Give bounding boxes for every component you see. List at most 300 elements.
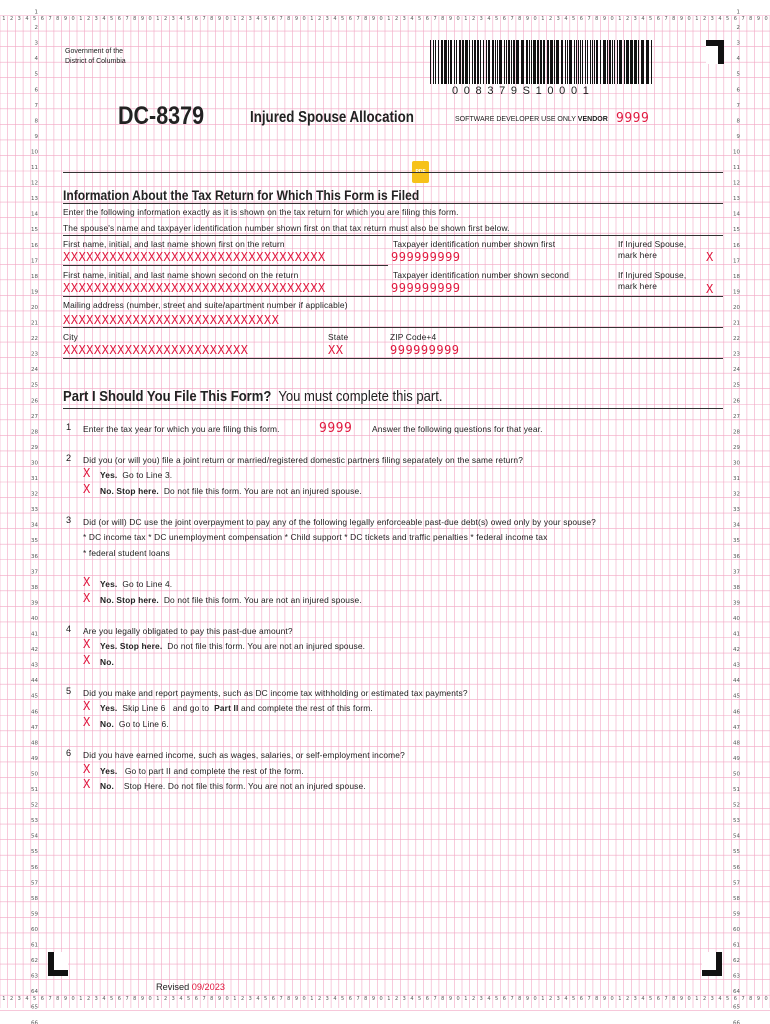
svg-text:6: 6	[271, 996, 275, 1002]
svg-text:65: 65	[31, 1004, 38, 1011]
barcode-bar	[435, 40, 436, 84]
svg-text:22: 22	[31, 336, 38, 343]
svg-text:2: 2	[394, 16, 399, 22]
barcode-bar	[459, 40, 461, 84]
svg-text:2: 2	[86, 16, 91, 22]
svg-text:6: 6	[425, 16, 429, 22]
svg-text:60: 60	[733, 926, 740, 933]
svg-text:0: 0	[148, 16, 152, 22]
svg-text:0: 0	[379, 16, 383, 22]
q4-no-checkbox[interactable]: X	[83, 653, 91, 667]
svg-text:2: 2	[548, 996, 553, 1002]
svg-text:1: 1	[310, 16, 314, 22]
svg-text:5: 5	[33, 16, 37, 22]
barcode-bar	[444, 40, 447, 84]
svg-text:1: 1	[156, 996, 160, 1002]
tax-year-field[interactable]: 9999	[319, 421, 353, 436]
barcode-bar	[540, 40, 542, 84]
svg-text:2: 2	[86, 996, 91, 1002]
svg-text:2: 2	[9, 16, 14, 22]
svg-text:12: 12	[31, 180, 38, 187]
barcode-bar	[561, 40, 563, 84]
barcode-bar	[638, 40, 639, 84]
barcode-bar	[508, 40, 510, 84]
svg-text:3: 3	[171, 996, 175, 1002]
q4-number: 4	[66, 624, 72, 634]
svg-text:58: 58	[31, 895, 38, 902]
barcode-bar	[450, 40, 452, 84]
svg-text:4: 4	[25, 996, 29, 1002]
address-field[interactable]: XXXXXXXXXXXXXXXXXXXXXXXXXXXX	[63, 313, 280, 327]
barcode-bar	[609, 40, 611, 84]
barcode-bar	[585, 40, 586, 84]
form-title: Injured Spouse Allocation	[250, 109, 414, 126]
svg-text:33: 33	[31, 507, 38, 514]
q3-no-label: No. Stop here.	[100, 595, 159, 605]
svg-text:24: 24	[733, 367, 740, 374]
svg-text:51: 51	[31, 787, 38, 793]
barcode-bar	[492, 40, 494, 84]
svg-text:1: 1	[541, 996, 545, 1002]
svg-text:55: 55	[31, 849, 38, 856]
svg-text:0: 0	[687, 996, 691, 1002]
svg-text:7: 7	[202, 16, 206, 22]
barcode-bar	[626, 40, 629, 84]
svg-text:3: 3	[402, 16, 406, 22]
svg-text:1: 1	[618, 16, 622, 22]
svg-text:64: 64	[733, 989, 740, 996]
svg-text:0: 0	[610, 996, 614, 1002]
svg-text:23: 23	[31, 351, 38, 358]
svg-text:41: 41	[733, 631, 740, 638]
svg-text:7: 7	[433, 996, 437, 1002]
svg-text:8: 8	[133, 16, 137, 22]
svg-text:31: 31	[31, 476, 38, 482]
svg-text:43: 43	[733, 662, 740, 669]
svg-text:4: 4	[34, 56, 38, 63]
svg-text:3: 3	[94, 16, 98, 22]
svg-text:54: 54	[733, 833, 740, 840]
svg-text:4: 4	[718, 16, 722, 22]
svg-text:9: 9	[371, 16, 376, 22]
barcode-bar	[607, 40, 608, 84]
svg-text:1: 1	[618, 996, 622, 1002]
svg-text:5: 5	[726, 996, 730, 1002]
q2-no-checkbox[interactable]: X	[83, 482, 91, 496]
barcode-bar	[448, 40, 449, 84]
svg-text:3: 3	[171, 16, 175, 22]
svg-text:7: 7	[125, 16, 129, 22]
svg-text:7: 7	[741, 16, 745, 22]
svg-text:3: 3	[325, 16, 329, 22]
svg-text:1: 1	[387, 996, 391, 1002]
barcode-bar	[547, 40, 549, 84]
svg-text:27: 27	[31, 413, 38, 420]
svg-text:2: 2	[163, 996, 168, 1002]
svg-text:6: 6	[117, 16, 121, 22]
svg-text:9: 9	[294, 16, 299, 22]
q2-text: Did you (or will you) file a joint return or married/registered domestic partners filing separately on the same return?	[83, 455, 524, 465]
svg-text:9: 9	[756, 16, 761, 22]
svg-text:31: 31	[733, 476, 740, 482]
second-name-field[interactable]: XXXXXXXXXXXXXXXXXXXXXXXXXXXXXXXXXX	[63, 281, 326, 295]
barcode-image	[430, 40, 655, 84]
svg-text:7: 7	[356, 16, 360, 22]
barcode-bar	[441, 40, 443, 84]
svg-text:51: 51	[733, 787, 740, 793]
svg-text:23: 23	[733, 351, 740, 358]
svg-text:5: 5	[110, 996, 114, 1002]
q2-yes-label: Yes.	[100, 470, 118, 480]
svg-text:59: 59	[31, 911, 38, 918]
svg-text:5: 5	[110, 16, 114, 22]
svg-text:5: 5	[34, 71, 38, 78]
svg-text:36: 36	[733, 553, 740, 560]
barcode-bar	[521, 40, 524, 84]
svg-text:62: 62	[733, 958, 740, 965]
svg-text:3: 3	[325, 996, 329, 1002]
svg-text:3: 3	[17, 996, 21, 1002]
barcode-bar	[477, 40, 479, 84]
svg-text:0: 0	[764, 16, 768, 22]
svg-text:0: 0	[225, 996, 229, 1002]
barcode-bar	[495, 40, 496, 84]
svg-text:63: 63	[31, 973, 38, 980]
svg-text:0: 0	[533, 996, 537, 1002]
svg-text:3: 3	[556, 996, 560, 1002]
svg-text:48: 48	[31, 740, 38, 747]
svg-text:39: 39	[31, 600, 38, 607]
svg-text:7: 7	[433, 16, 437, 22]
svg-text:6: 6	[579, 16, 583, 22]
barcode-bar	[556, 40, 559, 84]
tin-second-label: Taxpayer identification number shown second	[393, 270, 569, 280]
svg-text:3: 3	[94, 996, 98, 1002]
svg-text:8: 8	[287, 996, 291, 1002]
svg-text:52: 52	[733, 802, 740, 809]
svg-text:4: 4	[410, 16, 414, 22]
barcode-bar	[533, 40, 536, 84]
svg-text:33: 33	[733, 507, 740, 514]
q6-text: Did you have earned income, such as wages, salaries, or self-employment income?	[83, 750, 405, 760]
injured-spouse-label-1b: mark here	[618, 250, 658, 260]
svg-text:2: 2	[625, 16, 630, 22]
svg-text:8: 8	[595, 16, 599, 22]
svg-text:1: 1	[79, 16, 83, 22]
svg-text:29: 29	[733, 444, 740, 451]
svg-text:0: 0	[687, 16, 691, 22]
svg-text:19: 19	[733, 289, 740, 296]
svg-text:3: 3	[633, 16, 637, 22]
zip-label: ZIP Code+4	[390, 332, 437, 342]
q2-yes-checkbox[interactable]: X	[83, 466, 91, 480]
svg-text:7: 7	[741, 996, 745, 1002]
svg-text:39: 39	[733, 600, 740, 607]
svg-text:5: 5	[649, 16, 653, 22]
svg-text:5: 5	[572, 996, 576, 1002]
svg-text:9: 9	[217, 16, 222, 22]
svg-text:22: 22	[733, 336, 740, 343]
svg-text:6: 6	[348, 996, 352, 1002]
svg-text:5: 5	[495, 16, 499, 22]
svg-text:54: 54	[31, 833, 38, 840]
svg-text:46: 46	[31, 709, 38, 716]
barcode-bar	[614, 40, 615, 84]
svg-text:14: 14	[31, 211, 38, 218]
svg-text:6: 6	[40, 996, 44, 1002]
barcode-bar	[565, 40, 566, 84]
svg-text:47: 47	[31, 724, 38, 731]
svg-text:56: 56	[733, 864, 740, 871]
city-label: City	[63, 332, 79, 342]
government-label: Government of the	[65, 48, 123, 55]
svg-text:6: 6	[502, 16, 506, 22]
q5-yes-checkbox[interactable]: X	[83, 699, 91, 713]
svg-text:4: 4	[736, 56, 740, 63]
svg-text:18: 18	[31, 273, 38, 280]
q5-no-label: No.	[100, 719, 114, 729]
svg-text:55: 55	[733, 849, 740, 856]
svg-text:2: 2	[163, 16, 168, 22]
svg-text:44: 44	[31, 678, 38, 685]
svg-text:7: 7	[202, 996, 206, 1002]
injured-spouse-label-2b: mark here	[618, 281, 658, 291]
barcode-bar	[590, 40, 591, 84]
svg-text:0: 0	[148, 996, 152, 1002]
q3-yes-label: Yes.	[100, 579, 118, 589]
injured-spouse-label-2: If Injured Spouse,	[618, 270, 687, 280]
svg-text:7: 7	[736, 102, 740, 109]
svg-text:4: 4	[256, 996, 260, 1002]
svg-text:4: 4	[641, 996, 645, 1002]
svg-text:8: 8	[364, 996, 368, 1002]
barcode-bar	[550, 40, 553, 84]
svg-text:12: 12	[733, 180, 740, 187]
svg-text:3: 3	[402, 996, 406, 1002]
q5-number: 5	[66, 686, 72, 696]
q4-yes-checkbox[interactable]: X	[83, 637, 91, 651]
svg-text:6: 6	[40, 16, 44, 22]
part1-heading: Part I Should You File This Form? You must complete this part.	[63, 389, 443, 405]
svg-text:37: 37	[733, 569, 740, 576]
svg-text:5: 5	[187, 996, 191, 1002]
barcode-bar	[651, 40, 652, 84]
svg-text:6: 6	[656, 996, 660, 1002]
svg-text:0: 0	[302, 996, 306, 1002]
svg-text:46: 46	[733, 709, 740, 716]
svg-text:20: 20	[733, 304, 740, 311]
barcode-bar	[596, 40, 598, 84]
svg-text:59: 59	[733, 911, 740, 918]
svg-text:8: 8	[749, 16, 753, 22]
svg-text:4: 4	[102, 996, 106, 1002]
svg-text:9: 9	[448, 996, 453, 1002]
svg-text:0: 0	[71, 16, 75, 22]
barcode-bar	[506, 40, 507, 84]
q6-number: 6	[66, 748, 72, 758]
q4-text: Are you legally obligated to pay this past-due amount?	[83, 626, 293, 636]
svg-text:38: 38	[733, 584, 740, 591]
svg-text:13: 13	[733, 196, 740, 203]
svg-text:2: 2	[240, 16, 245, 22]
vendor-code: 9999	[616, 111, 650, 126]
svg-text:1: 1	[310, 996, 314, 1002]
barcode-bar	[513, 40, 515, 84]
tin-first-field[interactable]: 999999999	[391, 250, 461, 264]
svg-text:6: 6	[117, 996, 121, 1002]
svg-text:3: 3	[248, 16, 252, 22]
barcode-bar	[582, 40, 583, 84]
info-section-heading: Information About the Tax Return for Which This Form is Filed	[63, 188, 420, 203]
svg-text:14: 14	[733, 211, 740, 218]
state-label: State	[328, 332, 349, 342]
svg-text:57: 57	[31, 880, 38, 887]
barcode-bar	[578, 40, 579, 84]
svg-text:66: 66	[31, 1020, 38, 1024]
svg-text:1: 1	[695, 16, 699, 22]
city-field[interactable]: XXXXXXXXXXXXXXXXXXXXXXXX	[63, 343, 249, 357]
svg-text:1: 1	[541, 16, 545, 22]
svg-text:2: 2	[471, 996, 476, 1002]
svg-text:10: 10	[733, 149, 740, 156]
svg-text:40: 40	[733, 615, 740, 622]
svg-text:9: 9	[756, 996, 761, 1002]
tin-second-field[interactable]: 999999999	[391, 281, 461, 295]
svg-text:65: 65	[733, 1004, 740, 1011]
barcode-bar	[472, 40, 473, 84]
info-instruction-2: The spouse's name and taxpayer identification number shown first on that tax return must also be shown first below.	[63, 223, 510, 233]
svg-text:4: 4	[333, 16, 337, 22]
svg-text:3: 3	[479, 996, 483, 1002]
svg-text:5: 5	[736, 71, 740, 78]
second-name-label: First name, initial, and last name shown second on the return	[63, 270, 299, 280]
svg-text:9: 9	[63, 996, 68, 1002]
svg-text:6: 6	[733, 16, 737, 22]
form-number: DC-8379	[118, 102, 205, 130]
svg-text:2: 2	[702, 16, 707, 22]
svg-text:26: 26	[733, 398, 740, 405]
svg-text:1: 1	[233, 16, 237, 22]
svg-text:9: 9	[525, 16, 530, 22]
svg-text:9: 9	[736, 133, 740, 140]
svg-text:41: 41	[31, 631, 38, 638]
svg-text:8: 8	[56, 996, 60, 1002]
svg-text:3: 3	[479, 16, 483, 22]
svg-text:9: 9	[602, 16, 607, 22]
svg-text:5: 5	[187, 16, 191, 22]
svg-text:5: 5	[418, 16, 422, 22]
svg-text:5: 5	[264, 16, 268, 22]
svg-text:4: 4	[25, 16, 29, 22]
svg-text:36: 36	[31, 553, 38, 560]
barcode-bar	[537, 40, 539, 84]
q2-no-label: No. Stop here.	[100, 486, 159, 496]
svg-text:18: 18	[733, 273, 740, 280]
svg-text:35: 35	[31, 538, 38, 545]
q5-no-checkbox[interactable]: X	[83, 715, 91, 729]
svg-text:9: 9	[679, 996, 684, 1002]
revised-date: Revised 09/2023	[156, 982, 225, 992]
q3-debt-list: * DC income tax * DC unemployment compensation * Child support * DC tickets and traffic penalties * federal income tax	[83, 532, 548, 542]
svg-text:9: 9	[679, 16, 684, 22]
svg-text:28: 28	[31, 429, 38, 436]
q3-yes-checkbox[interactable]: X	[83, 575, 91, 589]
svg-text:4: 4	[487, 996, 491, 1002]
svg-text:45: 45	[31, 693, 38, 700]
barcode-bar	[543, 40, 545, 84]
svg-text:8: 8	[595, 996, 599, 1002]
barcode-bar	[612, 40, 613, 84]
svg-text:27: 27	[733, 413, 740, 420]
barcode-number: 0 0 8 3 7 9 S 1 0 0 0 1	[452, 85, 591, 97]
svg-text:4: 4	[564, 16, 568, 22]
svg-text:66: 66	[733, 1020, 740, 1024]
svg-text:0: 0	[456, 996, 460, 1002]
injured-spouse-label-1: If Injured Spouse,	[618, 239, 687, 249]
svg-text:34: 34	[31, 522, 38, 529]
barcode-bar	[497, 40, 498, 84]
government-label-2: District of Columbia	[65, 58, 126, 65]
svg-text:5: 5	[649, 996, 653, 1002]
svg-text:7: 7	[587, 16, 591, 22]
injured-spouse-checkbox-1[interactable]: X	[706, 250, 714, 264]
svg-text:16: 16	[31, 242, 38, 249]
q3-no-checkbox[interactable]: X	[83, 591, 91, 605]
barcode-bar	[474, 40, 476, 84]
svg-text:43: 43	[31, 662, 38, 669]
svg-text:7: 7	[587, 996, 591, 1002]
q1-text: Enter the tax year for which you are filing this form.	[83, 424, 280, 434]
svg-text:61: 61	[733, 942, 740, 949]
svg-text:5: 5	[33, 996, 37, 1002]
barcode-bar	[486, 40, 487, 84]
svg-text:2: 2	[471, 16, 476, 22]
svg-text:4: 4	[564, 996, 568, 1002]
svg-text:3: 3	[736, 40, 740, 47]
q3-number: 3	[66, 515, 72, 525]
svg-text:17: 17	[31, 258, 38, 265]
svg-text:32: 32	[733, 491, 740, 498]
svg-text:8: 8	[672, 996, 676, 1002]
svg-text:34: 34	[733, 522, 740, 529]
svg-text:28: 28	[733, 429, 740, 436]
barcode-bar	[454, 40, 455, 84]
svg-text:1: 1	[695, 996, 699, 1002]
svg-text:13: 13	[31, 196, 38, 203]
svg-text:3: 3	[34, 40, 38, 47]
barcode-bar	[567, 40, 568, 84]
svg-text:2: 2	[702, 996, 707, 1002]
barcode-bar	[646, 40, 649, 84]
svg-text:9: 9	[140, 996, 145, 1002]
injured-spouse-checkbox-2[interactable]: X	[706, 282, 714, 296]
q6-yes-checkbox[interactable]: X	[83, 762, 91, 776]
barcode-bar	[480, 40, 481, 84]
q1-after-text: Answer the following questions for that year.	[372, 424, 543, 434]
tin-first-label: Taxpayer identification number shown first	[393, 239, 556, 249]
svg-text:0: 0	[610, 16, 614, 22]
svg-text:38: 38	[31, 584, 38, 591]
svg-text:9: 9	[602, 996, 607, 1002]
barcode-bar	[624, 40, 625, 84]
svg-text:2: 2	[736, 25, 740, 32]
state-field[interactable]: XX	[328, 343, 344, 357]
barcode-bar	[456, 40, 457, 84]
first-name-field[interactable]: XXXXXXXXXXXXXXXXXXXXXXXXXXXXXXXXXX	[63, 250, 326, 264]
zip-field[interactable]: 999999999	[390, 343, 460, 357]
q6-no-checkbox[interactable]: X	[83, 777, 91, 791]
svg-text:8: 8	[749, 996, 753, 1002]
